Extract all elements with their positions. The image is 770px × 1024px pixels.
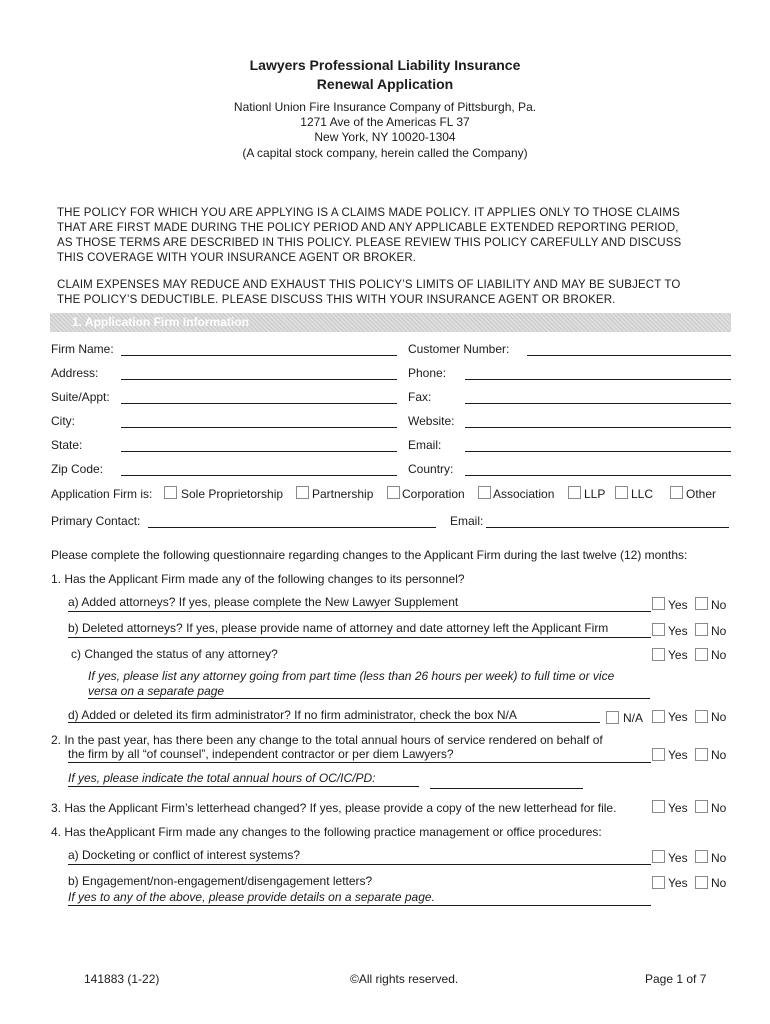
q3-yes-checkbox[interactable] xyxy=(652,800,665,813)
question-4a-underline xyxy=(68,864,651,865)
notice-line: THE POLICY FOR WHICH YOU ARE APPLYING IS A CLAIMS MADE POLICY. IT APPLIES ONLY TO THOSE CLAIMS xyxy=(57,207,680,219)
company-note: (A capital stock company, herein called the Company) xyxy=(242,146,528,160)
notice-line: CLAIM EXPENSES MAY REDUCE AND EXHAUST THIS POLICY’S LIMITS OF LIABILITY AND MAY BE SUBJECT TO xyxy=(57,279,681,291)
suite-label: Suite/Appt: xyxy=(51,390,110,404)
notice-line: THIS COVERAGE WITH YOUR INSURANCE AGENT OR BROKER. xyxy=(57,252,417,264)
q4a-yes-label: Yes xyxy=(668,851,688,865)
address-input[interactable] xyxy=(121,379,397,380)
question-2-note: If yes, please indicate the total annual hours of OC/IC/PD: xyxy=(68,771,376,785)
q2-no-label: No xyxy=(711,748,727,762)
q1d-yes-label: Yes xyxy=(668,710,688,724)
q1c-no-checkbox[interactable] xyxy=(695,648,708,661)
phone-label: Phone: xyxy=(408,366,447,380)
q4a-yes-checkbox[interactable] xyxy=(652,850,665,863)
sole-proprietorship-label: Sole Proprietorship xyxy=(181,487,284,501)
country-input[interactable] xyxy=(465,475,731,476)
q1a-no-label: No xyxy=(711,598,727,612)
notice-line: THAT ARE FIRST MADE DURING THE POLICY PERIOD AND ANY APPLICABLE EXTENDED REPORTING PERIOD, xyxy=(57,222,679,234)
q4b-no-label: No xyxy=(711,876,727,890)
customer-number-label: Customer Number: xyxy=(408,342,510,356)
partnership-checkbox[interactable] xyxy=(296,486,309,499)
question-4: 4. Has theApplicant Firm made any changes to the following practice management or office procedures: xyxy=(51,825,602,839)
notice-line: AS THOSE TERMS ARE DESCRIBED IN THIS POLICY. PLEASE REVIEW THIS POLICY CAREFULLY AND DISCUSS xyxy=(57,237,682,249)
contact-email-input[interactable] xyxy=(486,527,729,528)
corporation-label: Corporation xyxy=(402,487,465,501)
website-label: Website: xyxy=(408,414,455,428)
question-1b: b) Deleted attorneys? If yes, please provide name of attorney and date attorney left the Applicant Firm xyxy=(68,621,609,635)
question-4-note-underline xyxy=(68,905,651,906)
firm-name-label: Firm Name: xyxy=(51,342,114,356)
firm-name-input[interactable] xyxy=(121,355,397,356)
question-4b: b) Engagement/non-engagement/disengagement letters? xyxy=(68,874,373,888)
fax-label: Fax: xyxy=(408,390,432,404)
llp-checkbox[interactable] xyxy=(568,486,581,499)
question-2-line2: the firm by all “of counsel”, independent contractor or per diem Lawyers? xyxy=(68,747,454,761)
question-1c-note-underline xyxy=(88,698,650,699)
q1a-no-checkbox[interactable] xyxy=(695,597,708,610)
question-1c-note-line1: If yes, please list any attorney going from part time (less than 26 hours per week) to full time or vice xyxy=(88,669,615,683)
question-1d: d) Added or deleted its firm administrator? If no firm administrator, check the box N/A xyxy=(68,708,517,722)
question-1c-note-line2: versa on a separate page xyxy=(88,684,225,698)
q3-no-checkbox[interactable] xyxy=(695,800,708,813)
partnership-label: Partnership xyxy=(312,487,374,501)
other-checkbox[interactable] xyxy=(670,486,683,499)
q1d-yes-checkbox[interactable] xyxy=(652,710,665,723)
section-header-label: 1. Application Firm Information xyxy=(72,315,249,329)
company-name: Nationl Union Fire Insurance Company of Pittsburgh, Pa. xyxy=(233,100,537,114)
primary-contact-label: Primary Contact: xyxy=(51,514,141,528)
form-number: 141883 (1-22) xyxy=(84,972,160,986)
q1b-yes-checkbox[interactable] xyxy=(652,623,665,636)
contact-email-label: Email: xyxy=(450,514,484,528)
city-input[interactable] xyxy=(121,427,397,428)
email-input[interactable] xyxy=(465,451,731,452)
q2-yes-label: Yes xyxy=(668,748,688,762)
q2-yes-checkbox[interactable] xyxy=(652,748,665,761)
question-1b-underline xyxy=(68,637,651,638)
q1d-na-label: N/A xyxy=(623,711,644,725)
company-address-line2: New York, NY 10020-1304 xyxy=(314,130,456,144)
question-1: 1. Has the Applicant Firm made any of the following changes to its personnel? xyxy=(51,572,465,586)
q1b-no-checkbox[interactable] xyxy=(695,623,708,636)
email-label: Email: xyxy=(408,438,442,452)
company-address-line1: 1271 Ave of the Americas FL 37 xyxy=(300,115,470,129)
fax-input[interactable] xyxy=(465,403,731,404)
q4b-yes-label: Yes xyxy=(668,876,688,890)
q1d-no-checkbox[interactable] xyxy=(695,710,708,723)
sole-proprietorship-checkbox[interactable] xyxy=(164,486,177,499)
question-1d-underline xyxy=(68,722,600,723)
customer-number-input[interactable] xyxy=(527,355,731,356)
question-2-underline xyxy=(68,762,651,763)
q2-no-checkbox[interactable] xyxy=(695,748,708,761)
q3-no-label: No xyxy=(711,801,727,815)
q4a-no-label: No xyxy=(711,851,727,865)
association-checkbox[interactable] xyxy=(478,486,491,499)
question-3: 3. Has the Applicant Firm’s letterhead changed? If yes, please provide a copy of the new letterhead for file. xyxy=(51,801,617,815)
form-subtitle: Renewal Application xyxy=(316,76,454,92)
zip-label: Zip Code: xyxy=(51,462,104,476)
q1c-yes-label: Yes xyxy=(668,648,688,662)
address-label: Address: xyxy=(51,366,99,380)
corporation-checkbox[interactable] xyxy=(387,486,400,499)
other-label: Other xyxy=(686,487,717,501)
copyright-notice: ©All rights reserved. xyxy=(350,972,459,986)
notice-line: THE POLICY’S DEDUCTIBLE. PLEASE DISCUSS THIS WITH YOUR INSURANCE AGENT OR BROKER. xyxy=(57,294,616,306)
questionnaire-intro: Please complete the following questionnaire regarding changes to the Applicant Firm during the last twelve (12) months: xyxy=(51,548,688,562)
page-number: Page 1 of 7 xyxy=(645,972,707,986)
country-label: Country: xyxy=(408,462,454,476)
q1b-yes-label: Yes xyxy=(668,624,688,638)
q4b-yes-checkbox[interactable] xyxy=(652,876,665,889)
question-1c: c) Changed the status of any attorney? xyxy=(71,647,278,661)
website-input[interactable] xyxy=(465,427,731,428)
llp-label: LLP xyxy=(584,487,606,501)
llc-checkbox[interactable] xyxy=(615,486,628,499)
annual-hours-input[interactable] xyxy=(430,788,583,789)
q1d-na-checkbox[interactable] xyxy=(606,711,619,724)
q3-yes-label: Yes xyxy=(668,801,688,815)
question-1a-underline xyxy=(68,611,651,612)
q4a-no-checkbox[interactable] xyxy=(695,850,708,863)
q1a-yes-checkbox[interactable] xyxy=(652,597,665,610)
question-2-note-underline xyxy=(68,786,419,787)
q4b-no-checkbox[interactable] xyxy=(695,876,708,889)
state-label: State: xyxy=(51,438,83,452)
question-2-line1: 2. In the past year, has there been any change to the total annual hours of service rendered on behalf of xyxy=(51,733,603,747)
q1c-yes-checkbox[interactable] xyxy=(652,648,665,661)
association-label: Association xyxy=(493,487,555,501)
q1d-no-label: No xyxy=(711,710,727,724)
form-title: Lawyers Professional Liability Insurance xyxy=(249,57,521,73)
q1a-yes-label: Yes xyxy=(668,598,688,612)
primary-contact-input[interactable] xyxy=(148,527,436,528)
suite-input[interactable] xyxy=(121,403,397,404)
section-header-firm-info xyxy=(50,313,731,332)
llc-label: LLC xyxy=(631,487,654,501)
state-input[interactable] xyxy=(121,451,397,452)
q1b-no-label: No xyxy=(711,624,727,638)
question-1a: a) Added attorneys? If yes, please complete the New Lawyer Supplement xyxy=(68,595,459,609)
question-4-note: If yes to any of the above, please provide details on a separate page. xyxy=(68,890,435,904)
phone-input[interactable] xyxy=(465,379,731,380)
zip-input[interactable] xyxy=(121,475,397,476)
city-label: City: xyxy=(51,414,75,428)
question-4a: a) Docketing or conflict of interest systems? xyxy=(68,848,301,862)
firm-type-label: Application Firm is: xyxy=(51,487,153,501)
q1c-no-label: No xyxy=(711,648,727,662)
